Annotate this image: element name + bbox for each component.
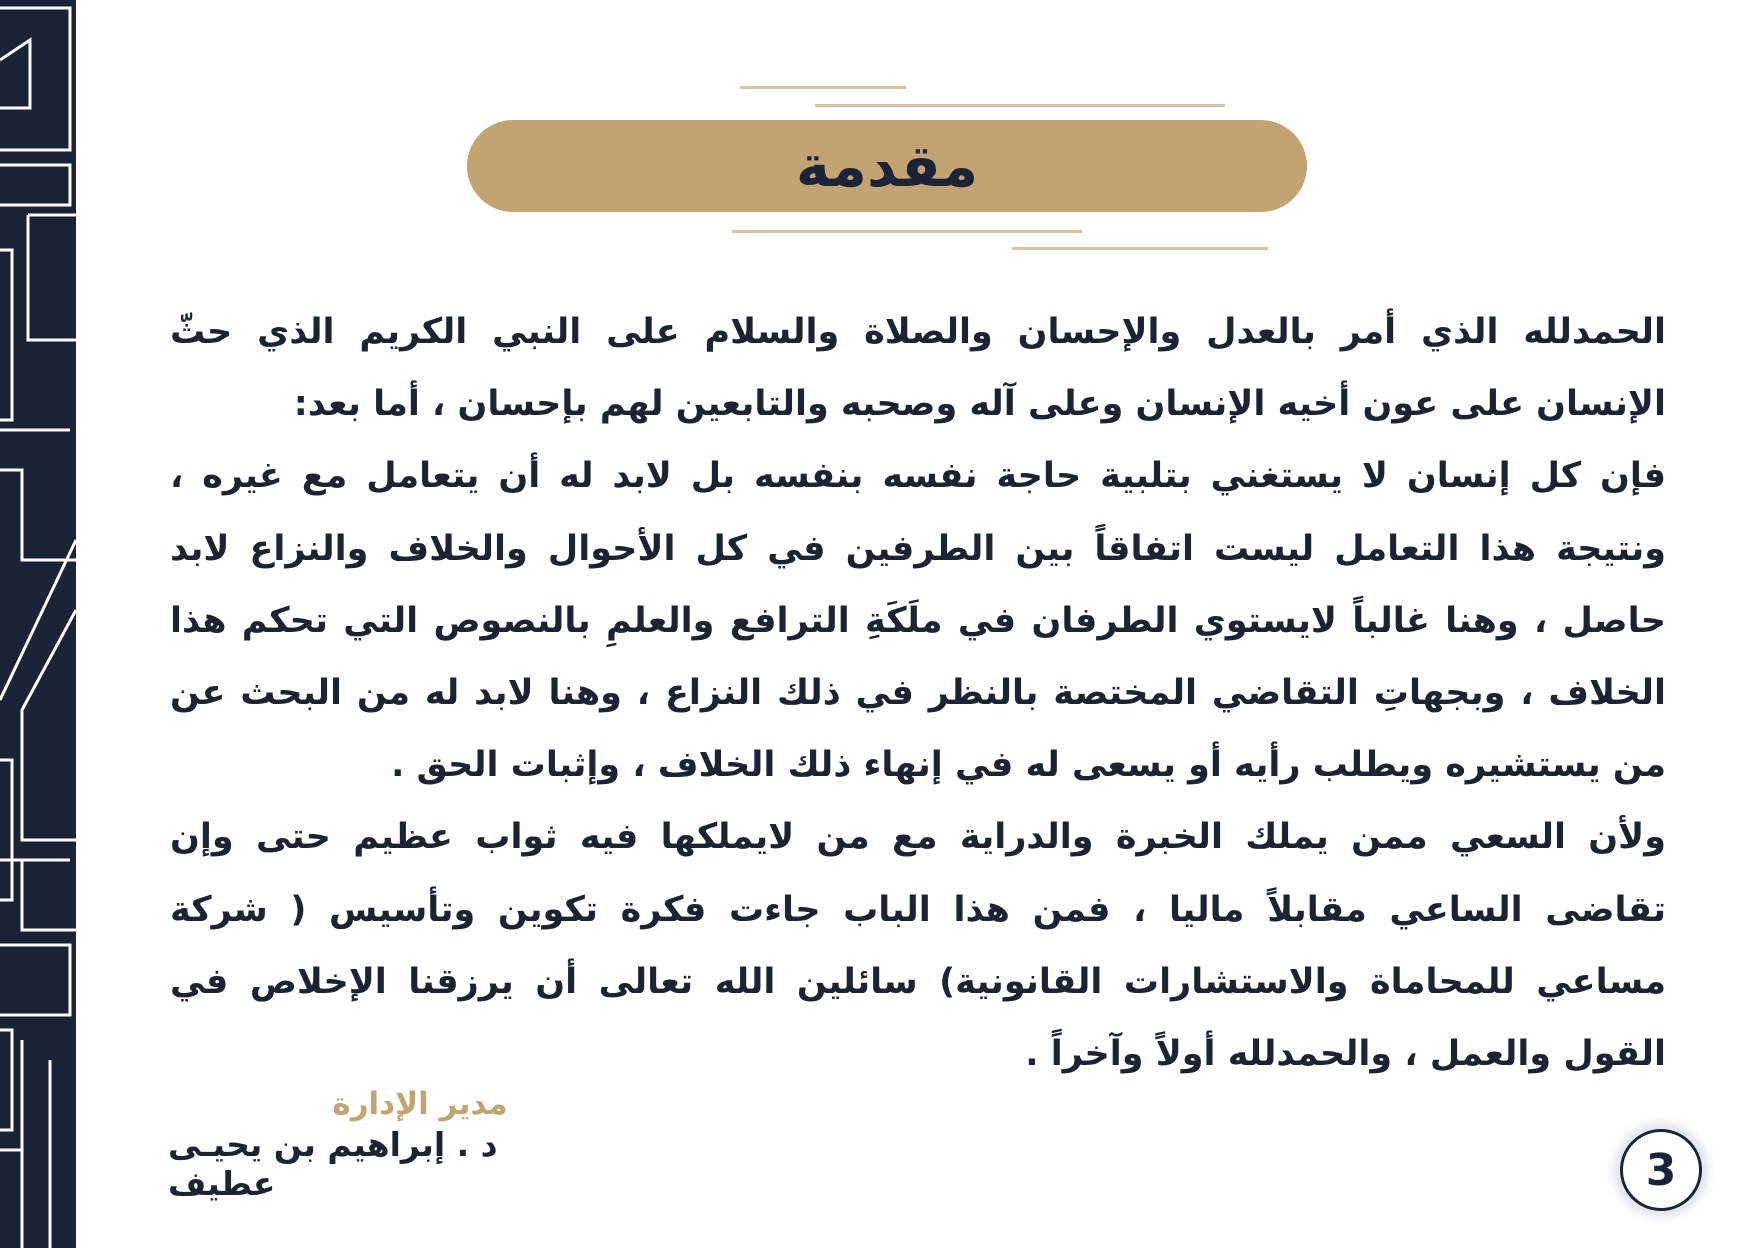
paragraph-1: الحمدلله الذي أمر بالعدل والإحسان والصلاة والسلام على النبي الكريم الذي حثّ الإنسان على عون أخيه الإنسان وعلى آله وصحبه والتابعين لهم بإحسان ، أما بعد: <box>170 312 1666 425</box>
decorative-line-bottom-1 <box>732 230 1082 233</box>
title-banner <box>467 120 1307 212</box>
page-title: مقدمة <box>795 132 979 200</box>
paragraph-2: فإن كل إنسان لا يستغني بتلبية حاجة نفسه بنفسه بل لابد له أن يتعامل مع غيره ، ونتيجة هذا التعامل ليست اتفاقاً بين الطرفين في كل الأحوال والخلاف والنزاع لابد حاصل ، وهنا غالباً لايستوي الطرفان في ملَكَةِ الترافع والعلمِ بالنصوص التي تحكم هذا الخلاف ، وبجهاتِ التقاضي المختصة بالنظر في ذلك النزاع ، وهنا لابد له من البحث عن من يستشيره ويطلب رأيه أو يسعى له في إنهاء ذلك الخلاف ، وإثبات الحق . <box>170 456 1666 786</box>
page-number-badge <box>1620 1129 1702 1211</box>
paragraph-3: ولأن السعي ممن يملك الخبرة والدراية مع من لايملكها فيه ثواب عظيم حتى وإن تقاضى الساعي مقابلاً ماليا ، فمن هذا الباب جاءت فكرة تكوين وتأسيس ( شركة مساعي للمحاماة والاستشارات القانونية) سائلين الله تعالى أن يرزقنا الإخلاص في القول والعمل ، والحمدلله أولاً وآخراً . <box>170 817 1666 1075</box>
decorative-line-bottom-2 <box>1012 247 1268 250</box>
decorative-sidebar <box>0 0 76 1248</box>
sidebar-pattern <box>0 0 76 1248</box>
decorative-line-top-1 <box>740 86 906 89</box>
signature-title: مدير الإدارة <box>332 1086 508 1122</box>
page-number: 3 <box>1645 1144 1677 1196</box>
decorative-line-top-2 <box>815 104 1225 107</box>
body-text <box>170 296 1666 1090</box>
signature-name: د . إبراهيم بن يحيـى عطيف <box>168 1125 498 1203</box>
